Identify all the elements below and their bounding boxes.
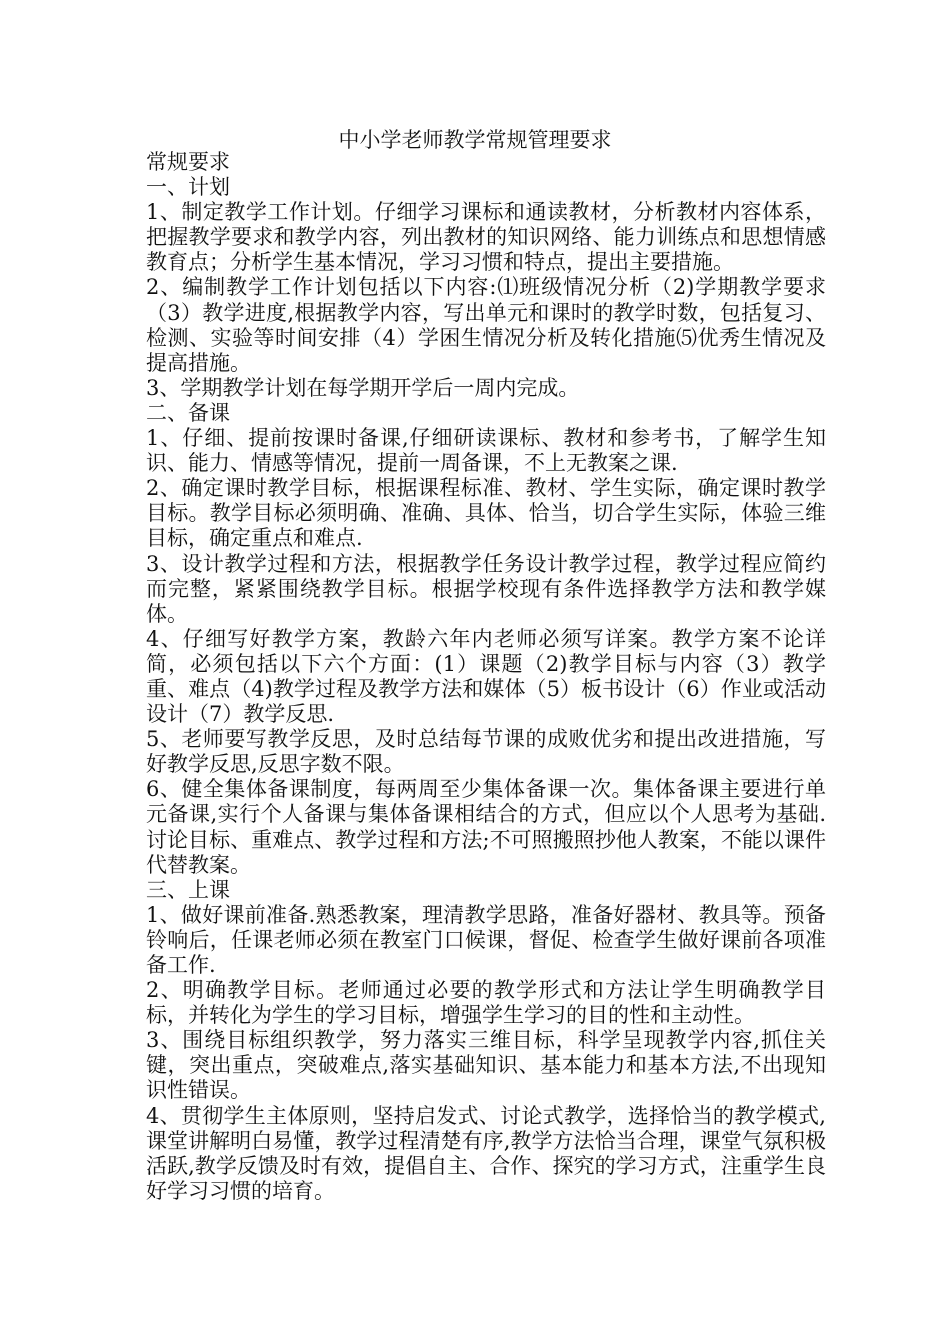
intro-heading: 常规要求 [146, 150, 230, 174]
paragraph: 5、老师要写教学反思，及时总结每节课的成败优劣和提出改进措施，写好教学反思,反思字数不限。 [146, 727, 826, 777]
document-title: 中小学老师教学常规管理要求 [338, 128, 612, 152]
section-heading-plan: 一、计划 [146, 175, 230, 200]
paragraph: 3、设计教学过程和方法，根据教学任务设计教学过程，教学过程应简约而完整，紧紧围绕教学目标。根据学校现有条件选择教学方法和教学媒体。 [146, 551, 826, 626]
paragraph: 4、仔细写好教学方案，教龄六年内老师必须写详案。教学方案不论详简，必须包括以下六个方面：(1）课题（2)教学目标与内容（3）教学重、难点（4)教学过程及教学方法和媒体（5）板书设计（6）作业或活动设计（7）教学反思. [146, 626, 826, 727]
paragraph: 6、健全集体备课制度，每两周至少集体备课一次。集体备课主要进行单元备课,实行个人备课与集体备课相结合的方式，但应以个人思考为基础.讨论目标、重难点、教学过程和方法;不可照搬照抄他人教案，不能以课件代替教案。 [146, 777, 826, 877]
document-body [146, 150, 826, 1204]
paragraph: 3、学期教学计划在每学期开学后一周内完成。 [146, 375, 580, 400]
section-heading-lesson-prep: 二、备课 [146, 400, 230, 425]
paragraph: 2、明确教学目标。老师通过必要的教学形式和方法让学生明确教学目标，并转化为学生的学习目标，增强学生学习的目的性和主动性。 [146, 978, 826, 1028]
paragraph: 1、制定教学工作计划。仔细学习课标和通读教材，分析教材内容体系，把握教学要求和教学内容，列出教材的知识网络、能力训练点和思想情感教育点；分析学生基本情况，学习习惯和特点，提出主要措施。 [146, 200, 826, 275]
paragraph: 2、编制教学工作计划包括以下内容:⑴班级情况分析（2)学期教学要求（3）教学进度,根据教学内容，写出单元和课时的教学时数，包括复习、检测、实验等时间安排（4）学困生情况分析及转化措施⑸优秀生情况及提高措施。 [146, 275, 826, 375]
paragraph: 1、做好课前准备.熟悉教案，理清教学思路，准备好器材、教具等。预备铃响后，任课老师必须在教室门口候课，督促、检查学生做好课前各项准备工作. [146, 902, 826, 977]
paragraph: 2、确定课时教学目标，根据课程标准、教材、学生实际，确定课时教学目标。教学目标必须明确、准确、具体、恰当，切合学生实际，体验三维目标，确定重点和难点. [146, 476, 826, 551]
paragraph: 4、贯彻学生主体原则，坚持启发式、讨论式教学，选择恰当的教学模式,课堂讲解明白易懂，教学过程清楚有序,教学方法恰当合理，课堂气氛积极活跃,教学反馈及时有效，提倡自主、合作、探究的学习方式，注重学生良好学习习惯的培育。 [146, 1103, 826, 1203]
paragraph: 1、仔细、提前按课时备课,仔细研读课标、教材和参考书，了解学生知识、能力、情感等情况，提前一周备课，不上无教案之课. [146, 426, 826, 476]
paragraph: 3、围绕目标组织教学，努力落实三维目标，科学呈现教学内容,抓住关键，突出重点，突破难点,落实基础知识、基本能力和基本方法,不出现知识性错误。 [146, 1028, 826, 1103]
section-heading-teaching: 三、上课 [146, 877, 230, 902]
